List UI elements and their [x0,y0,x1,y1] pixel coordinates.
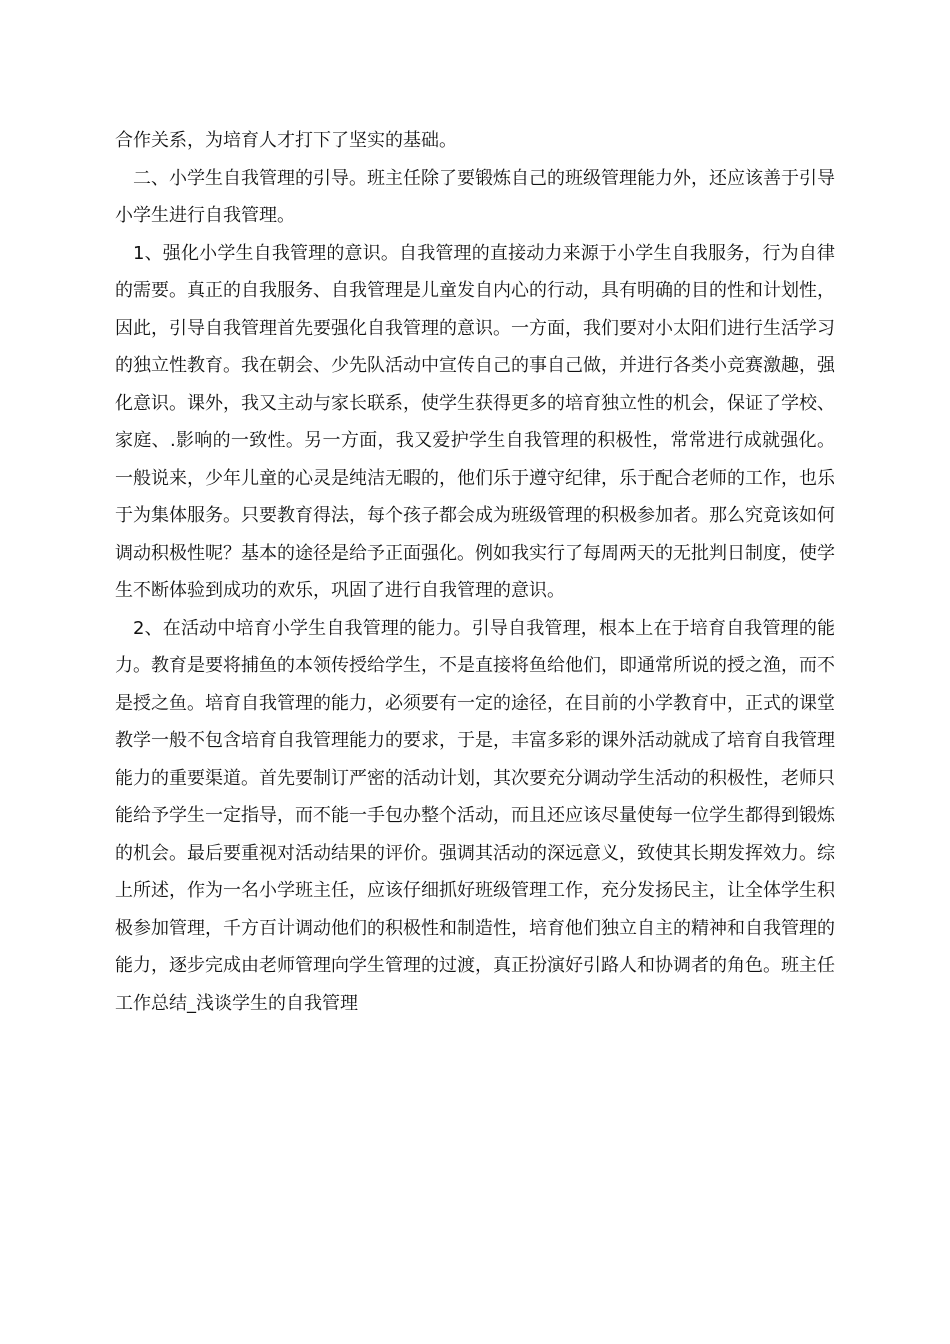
paragraph-section-two: 二、小学生自我管理的引导。班主任除了要锻炼自己的班级管理能力外，还应该善于引导小学生进行自我管理。 [115,167,835,226]
paragraph-point-one: 1、强化小学生自我管理的意识。自我管理的直接动力来源于小学生自我服务，行为自律的需要。真正的自我服务、自我管理是儿童发自内心的行动，具有明确的目的性和计划性，因此，引导自我管理首先要强化自我管理的意识。一方面，我们要对小太阳们进行生活学习的独立性教育。我在朝会、少先队活动中宣传自己的事自己做，并进行各类小竞赛激趣，强化意识。课外，我又主动与家长联系，使学生获得更多的培育独立性的机会，保证了学校、家庭、.影响的一致性。另一方面，我又爱护学生自我管理的积极性，常常进行成就强化。一般说来，少年儿童的心灵是纯洁无暇的，他们乐于遵守纪律，乐于配合老师的工作，也乐于为集体服务。只要教育得法，每个孩子都会成为班级管理的积极参加者。那么究竟该如何调动积极性呢？基本的途径是给予正面强化。例如我实行了每周两天的无批判日制度，使学生不断体验到成功的欢乐，巩固了进行自我管理的意识。 [115,242,835,601]
paragraph-continuation: 合作关系，为培育人才打下了坚实的基础。 [115,130,457,151]
document-body [115,122,835,1022]
paragraph-point-two: 2、在活动中培育小学生自我管理的能力。引导自我管理，根本上在于培育自我管理的能力。教育是要将捕鱼的本领传授给学生，不是直接将鱼给他们，即通常所说的授之渔，而不是授之鱼。培育自我管理的能力，必须要有一定的途径，在目前的小学教育中，正式的课堂教学一般不包含培育自我管理能力的要求，于是，丰富多彩的课外活动就成了培育自我管理能力的重要渠道。首先要制订严密的活动计划，其次要充分调动学生活动的积极性，老师只能给予学生一定指导，而不能一手包办整个活动，而且还应该尽量使每一位学生都得到锻炼的机会。最后要重视对活动结果的评价。强调其活动的深远意义，致使其长期发挥效力。综上所述，作为一名小学班主任，应该仔细抓好班级管理工作，充分发扬民主，让全体学生积极参加管理，千方百计调动他们的积极性和制造性，培育他们独立自主的精神和自我管理的能力，逐步完成由老师管理向学生管理的过渡，真正扮演好引路人和协调者的角色。班主任工作总结_浅谈学生的自我管理 [115,617,835,1014]
